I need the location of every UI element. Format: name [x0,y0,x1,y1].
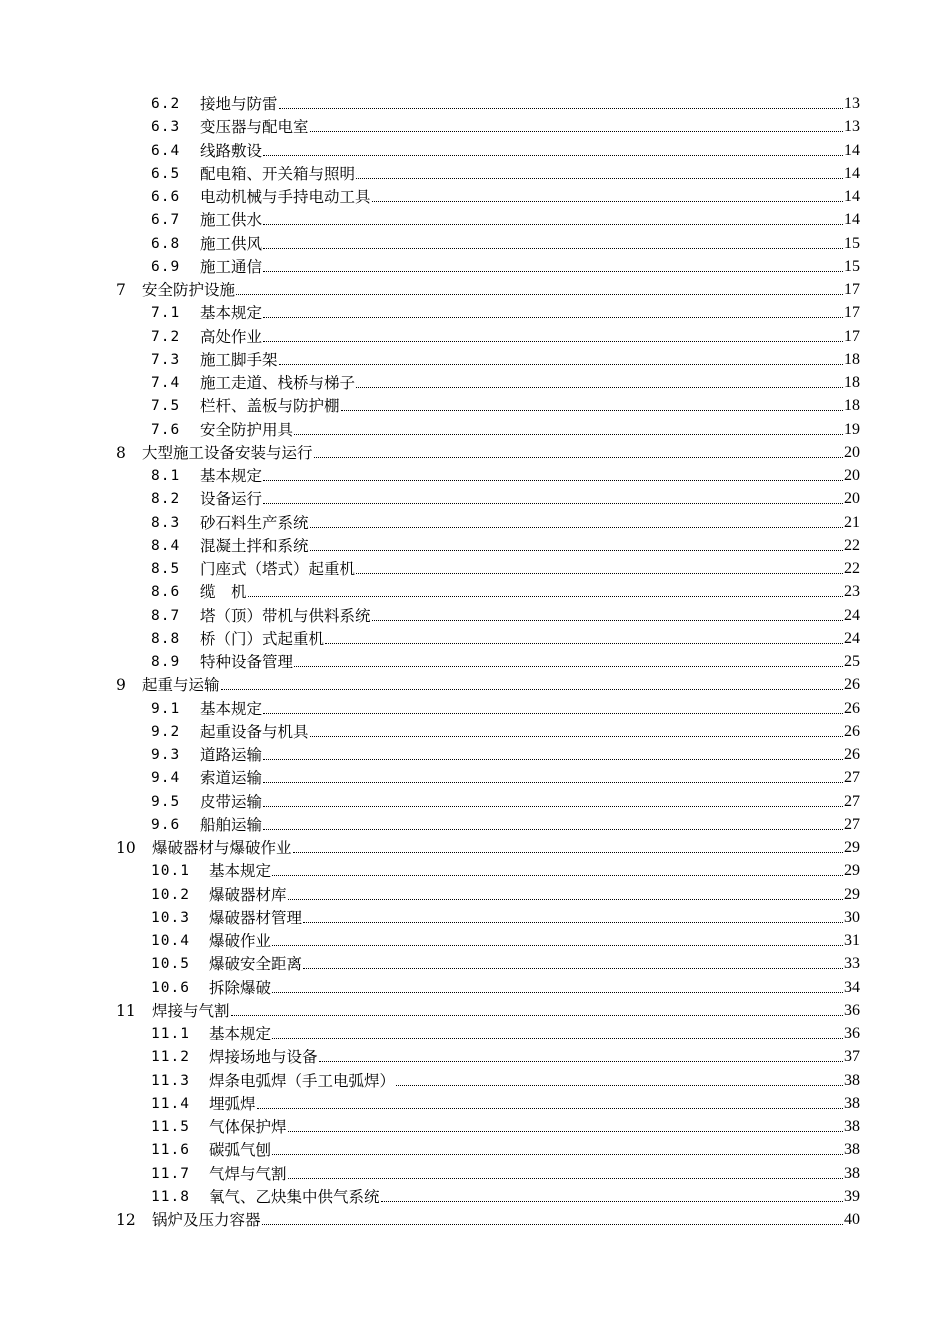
toc-dot-leader [263,316,843,318]
toc-entry-page-number: 18 [844,397,860,415]
toc-section-entry[interactable] [0,696,860,719]
toc-entry-page-number: 22 [844,536,860,554]
toc-entry-page-number: 17 [844,304,860,322]
toc-entry-page-number: 33 [844,955,860,973]
toc-section-entry[interactable] [0,765,860,788]
toc-dot-leader [341,409,843,411]
toc-section-entry[interactable] [0,789,860,812]
toc-entry-page-number: 19 [844,420,860,438]
toc-entry-number: 9.3 [151,747,181,763]
toc-entry-number: 10.4 [151,933,190,949]
toc-dot-leader [248,595,843,597]
toc-section-entry[interactable] [0,510,860,533]
toc-entry-page-number: 26 [844,746,860,763]
toc-dot-leader [396,1084,843,1086]
toc-section-entry[interactable] [0,742,860,765]
toc-section-entry[interactable] [0,486,860,509]
toc-entry-title: 爆破器材库 [209,885,287,904]
toc-entry-title: 配电箱、开关箱与照明 [200,164,356,183]
toc-entry-page-number: 38 [844,1141,860,1159]
toc-entry-page-number: 15 [844,234,860,252]
toc-entry-page-number: 26 [844,699,860,717]
toc-dot-leader [263,805,843,807]
toc-entry-title: 爆破器材管理 [209,908,303,927]
toc-entry-title: 高处作业 [200,327,263,346]
toc-entry-number: 10.1 [151,863,190,880]
toc-section-entry[interactable] [0,812,860,835]
toc-entry-title: 爆破器材与爆破作业 [152,839,292,857]
toc-entry-page-number: 14 [844,211,860,229]
toc-entry-title: 气焊与气割 [209,1164,287,1183]
toc-entry-title: 施工供水 [200,211,263,230]
toc-dot-leader [372,200,843,202]
toc-dot-leader [279,107,843,109]
toc-entry-number: 8.1 [151,468,181,484]
toc-entry-number: 6.3 [151,119,181,136]
toc-entry-number: 11.8 [151,1188,190,1205]
toc-entry-page-number: 26 [844,722,860,740]
toc-entry-number: 11.5 [151,1119,190,1135]
toc-section-entry[interactable] [0,556,860,579]
toc-entry-number: 11.1 [151,1026,190,1042]
toc-entry-page-number: 38 [844,1164,860,1182]
toc-entry-title: 混凝土拌和系统 [200,536,309,555]
toc-dot-leader [310,130,843,132]
toc-section-entry[interactable] [0,1044,860,1067]
toc-entry-number: 11.2 [151,1049,190,1066]
toc-entry-title: 电动机械与手持电动工具 [200,188,371,206]
toc-dot-leader [310,526,843,528]
toc-entry-number: 6.4 [151,142,181,159]
toc-dot-leader [231,1014,843,1016]
toc-entry-page-number: 24 [844,606,860,624]
toc-section-entry[interactable] [0,324,860,347]
toc-section-entry[interactable] [0,858,860,881]
toc-entry-number: 8.4 [151,537,181,554]
toc-entry-title: 起重与运输 [142,676,220,695]
toc-entry-page-number: 40 [844,1211,860,1228]
toc-section-entry[interactable] [0,1068,860,1091]
toc-entry-title: 船舶运输 [200,815,263,834]
toc-entry-page-number: 34 [844,978,860,996]
toc-entry-number: 8.9 [151,654,181,670]
toc-section-entry[interactable] [0,370,860,393]
toc-dot-leader [263,828,843,830]
toc-section-entry[interactable] [0,533,860,556]
toc-entry-page-number: 20 [844,467,860,484]
toc-entry-number: 11 [116,1001,136,1020]
toc-dot-leader [263,270,843,272]
toc-entry-page-number: 20 [844,443,860,461]
toc-dot-leader [293,851,843,853]
toc-entry-title: 缆 机 [200,583,247,602]
toc-entry-title: 基本规定 [200,699,263,718]
toc-entry-number: 9.4 [151,770,181,787]
toc-entry-number: 7.5 [151,398,181,415]
toc-dot-leader [294,665,843,667]
toc-section-entry[interactable] [0,417,860,440]
toc-entry-page-number: 23 [844,583,860,601]
toc-dot-leader [372,619,843,621]
toc-dot-leader [272,1153,843,1155]
toc-entry-title: 气体保护焊 [209,1118,287,1136]
toc-dot-leader [272,874,843,876]
toc-chapter-entry[interactable] [0,998,860,1021]
toc-section-entry[interactable] [0,719,860,742]
toc-entry-number: 7.2 [151,328,181,345]
toc-entry-page-number: 29 [844,885,860,903]
toc-section-entry[interactable] [0,347,860,370]
toc-entry-page-number: 13 [844,95,860,112]
toc-dot-leader [263,479,843,481]
toc-entry-title: 埋弧焊 [209,1094,256,1113]
toc-entry-number: 8.3 [151,514,181,531]
toc-entry-number: 11.3 [151,1072,190,1089]
toc-entry-title: 起重设备与机具 [200,722,309,741]
toc-section-entry[interactable] [0,161,860,184]
toc-section-entry[interactable] [0,114,860,137]
toc-entry-title: 焊接场地与设备 [209,1048,318,1067]
toc-section-entry[interactable] [0,603,860,626]
toc-entry-page-number: 18 [844,350,860,368]
toc-entry-title: 安全防护设施 [142,281,236,299]
toc-section-entry[interactable] [0,184,860,207]
toc-dot-leader [272,1037,843,1039]
toc-dot-leader [303,967,843,969]
toc-entry-page-number: 38 [844,1071,860,1089]
toc-section-entry[interactable] [0,254,860,277]
toc-entry-title: 基本规定 [200,467,263,485]
toc-entry-number: 6.7 [151,212,181,229]
toc-dot-leader [279,363,843,365]
toc-section-entry[interactable] [0,649,860,672]
toc-chapter-entry[interactable] [0,835,860,858]
toc-entry-page-number: 30 [844,908,860,926]
toc-entry-page-number: 29 [844,839,860,856]
toc-section-entry[interactable] [0,626,860,649]
toc-dot-leader [257,1107,843,1109]
toc-entry-number: 11.4 [151,1095,190,1112]
toc-entry-number: 8.6 [151,584,181,601]
toc-entry-title: 基本规定 [200,304,263,323]
toc-section-entry[interactable] [0,1021,860,1044]
toc-entry-number: 7.4 [151,375,181,391]
toc-entry-number: 6.8 [151,235,181,252]
toc-entry-page-number: 29 [844,862,860,880]
toc-dot-leader [319,1060,843,1062]
toc-section-entry[interactable] [0,138,860,161]
toc-entry-page-number: 38 [844,1118,860,1135]
toc-dot-leader [263,758,843,760]
toc-entry-title: 爆破作业 [209,932,272,950]
toc-entry-page-number: 15 [844,257,860,275]
toc-entry-title: 大型施工设备安装与运行 [142,443,313,462]
toc-entry-number: 9 [116,676,126,695]
toc-dot-leader [288,1130,843,1132]
toc-section-entry[interactable] [0,1137,860,1160]
toc-entry-title: 基本规定 [209,1025,272,1043]
toc-entry-number: 8 [116,443,126,462]
toc-entry-number: 11.7 [151,1165,190,1182]
toc-entry-number: 6.5 [151,165,181,182]
toc-entry-title: 施工走道、栈桥与梯子 [200,374,356,392]
toc-entry-title: 道路运输 [200,746,263,764]
toc-entry-title: 塔（顶）带机与供料系统 [200,606,371,625]
toc-entry-page-number: 22 [844,560,860,577]
toc-entry-title: 拆除爆破 [209,978,272,997]
toc-entry-title: 设备运行 [200,490,263,509]
toc-section-entry[interactable] [0,231,860,254]
toc-entry-number: 7.3 [151,351,181,368]
toc-entry-number: 10.2 [151,886,190,903]
toc-entry-number: 7.1 [151,305,181,322]
toc-entry-title: 焊接与气割 [152,1001,230,1020]
toc-dot-leader [263,712,843,714]
toc-entry-number: 8.8 [151,630,181,647]
toc-chapter-entry[interactable] [0,277,860,300]
toc-entry-page-number: 14 [844,141,860,159]
toc-entry-title: 接地与防雷 [200,95,278,113]
toc-entry-number: 9.2 [151,723,181,740]
toc-entry-page-number: 21 [844,513,860,531]
toc-entry-page-number: 17 [844,281,860,298]
toc-chapter-entry[interactable] [0,440,860,463]
toc-entry-number: 6.9 [151,258,181,275]
toc-section-entry[interactable] [0,393,860,416]
toc-entry-title: 焊条电弧焊（手工电弧焊） [209,1071,396,1090]
toc-entry-page-number: 27 [844,815,860,833]
toc-entry-number: 10.6 [151,979,190,996]
toc-entry-title: 施工脚手架 [200,350,278,369]
toc-entry-page-number: 14 [844,188,860,205]
toc-dot-leader [263,247,843,249]
toc-section-entry[interactable] [0,951,860,974]
toc-entry-page-number: 36 [844,1025,860,1042]
toc-entry-title: 特种设备管理 [200,653,294,671]
toc-section-entry[interactable] [0,882,860,905]
toc-dot-leader [356,572,843,574]
toc-entry-page-number: 13 [844,118,860,136]
toc-entry-title: 碳弧气刨 [209,1141,272,1160]
toc-dot-leader [263,154,843,156]
toc-dot-leader [310,549,843,551]
toc-entry-title: 栏杆、盖板与防护棚 [200,397,340,416]
toc-entry-page-number: 38 [844,1094,860,1112]
toc-entry-number: 10.3 [151,909,190,926]
toc-dot-leader [262,1223,843,1225]
toc-entry-page-number: 25 [844,653,860,670]
toc-entry-title: 氧气、乙炔集中供气系统 [209,1187,380,1206]
toc-entry-number: 9.1 [151,700,181,717]
toc-section-entry[interactable] [0,91,860,114]
toc-entry-number: 10 [116,839,136,857]
toc-entry-page-number: 14 [844,164,860,182]
toc-dot-leader [294,433,843,435]
toc-entry-number: 10.5 [151,956,190,973]
toc-entry-page-number: 31 [844,932,860,949]
toc-entry-number: 12 [116,1211,136,1229]
toc-entry-title: 砂石料生产系统 [200,513,309,532]
toc-entry-page-number: 36 [844,1001,860,1019]
toc-dot-leader [356,386,843,388]
toc-entry-page-number: 37 [844,1048,860,1066]
toc-section-entry[interactable] [0,905,860,928]
toc-entry-title: 施工供风 [200,234,263,253]
toc-chapter-entry[interactable] [0,672,860,695]
toc-entry-number: 7.6 [151,421,181,438]
toc-entry-page-number: 27 [844,769,860,787]
toc-dot-leader [272,991,843,993]
toc-chapter-entry[interactable] [0,1207,860,1230]
toc-entry-title: 安全防护用具 [200,420,294,439]
toc-section-entry[interactable] [0,463,860,486]
toc-dot-leader [381,1200,843,1202]
toc-section-entry[interactable] [0,928,860,951]
toc-section-entry[interactable] [0,975,860,998]
toc-entry-page-number: 39 [844,1187,860,1205]
toc-entry-title: 皮带运输 [200,792,263,811]
toc-section-entry[interactable] [0,579,860,602]
toc-entry-title: 爆破安全距离 [209,955,303,974]
toc-entry-page-number: 18 [844,374,860,391]
toc-section-entry[interactable] [0,1091,860,1114]
toc-dot-leader [263,340,843,342]
toc-entry-number: 6.6 [151,189,181,205]
toc-entry-number: 8.5 [151,561,181,577]
toc-dot-leader [263,502,843,504]
toc-entry-number: 6.2 [151,96,181,112]
toc-entry-number: 8.7 [151,607,181,624]
toc-section-entry[interactable] [0,1184,860,1207]
toc-entry-number: 8.2 [151,491,181,508]
toc-dot-leader [310,735,843,737]
toc-entry-number: 11.6 [151,1142,190,1159]
toc-entry-title: 门座式（塔式）起重机 [200,560,356,578]
toc-entry-title: 施工通信 [200,257,263,276]
toc-section-entry[interactable] [0,207,860,230]
toc-dot-leader [325,642,843,644]
toc-section-entry[interactable] [0,300,860,323]
toc-entry-page-number: 26 [844,676,860,694]
toc-entry-title: 变压器与配电室 [200,118,309,137]
toc-entry-page-number: 17 [844,327,860,345]
toc-entry-page-number: 27 [844,792,860,810]
toc-section-entry[interactable] [0,1161,860,1184]
toc-dot-leader [263,223,843,225]
toc-entry-number: 9.5 [151,793,181,810]
toc-entry-title: 桥（门）式起重机 [200,629,325,648]
toc-dot-leader [272,944,843,946]
toc-dot-leader [221,688,843,690]
toc-entry-page-number: 20 [844,490,860,508]
toc-dot-leader [356,177,843,179]
toc-section-entry[interactable] [0,1114,860,1137]
toc-entry-title: 基本规定 [209,862,272,881]
toc-entry-number: 7 [116,281,126,299]
toc-dot-leader [303,921,843,923]
toc-dot-leader [236,293,843,295]
toc-entry-number: 9.6 [151,816,181,833]
toc-entry-title: 锅炉及压力容器 [152,1211,261,1229]
toc-entry-title: 线路敷设 [200,141,263,160]
toc-entry-page-number: 24 [844,629,860,647]
toc-dot-leader [288,1177,843,1179]
toc-dot-leader [314,456,843,458]
toc-entry-title: 索道运输 [200,769,263,788]
toc-dot-leader [288,898,843,900]
toc-dot-leader [263,781,843,783]
